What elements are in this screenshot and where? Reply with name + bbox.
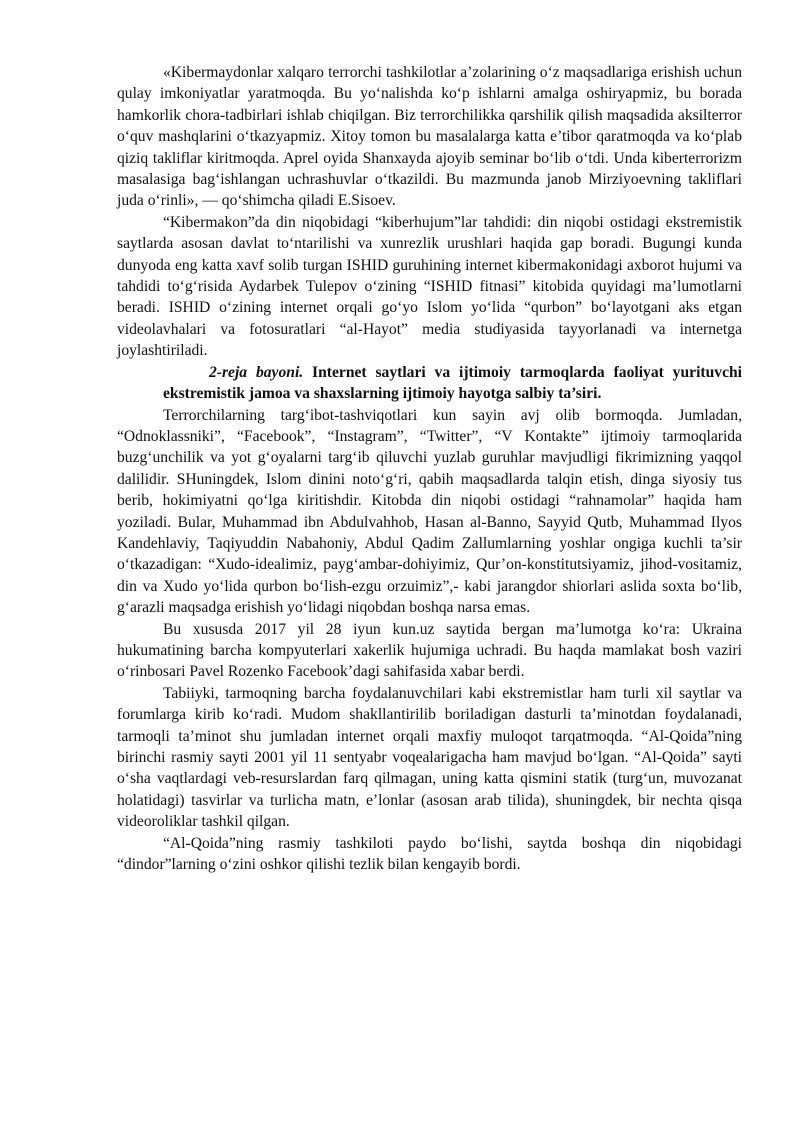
paragraph: “Kibermakon”da din niqobidagi “kiberhujum”lar tahdidi: din niqobi ostidagi ekstremistik saytlarda asosan davlat to‘ntarilishi va xunrezlik urushlari haqida gap boradi. Bugungi kunda dunyoda eng katta xavf solib turgan ISHID guruhining internet kibermakonidagi axborot hujumi va tahdidi to‘g‘risida Aydarbek Tulepov o‘zining “ISHID fitnasi” kitobida quyidagi ma’lumotlarni beradi. ISHID o‘zining internet orqali go‘yo Islom yo‘lida “qurbon” bo‘layotgani aks etgan videolavhalari va fotosuratlari “al-Hayot” media studiyasida tayyorlanadi va internetga joylashtiriladi. xyxy=(117,213,742,360)
paragraph: “Al-Qoida”ning rasmiy tashkiloti paydo bo‘lishi, saytda boshqa din niqobidagi “dindor”larning o‘zini oshkor qilishi tezlik bilan kengayib bordi. xyxy=(117,834,742,874)
section-heading xyxy=(117,362,742,405)
paragraph: «Kibermaydonlar xalqaro terrorchi tashkilotlar a’zolarining o‘z maqsadlariga erishish uchun qulay imkoniyatlar yaratmoqda. Bu yo‘nalishda ko‘p ishlarni amalga oshiryapmiz, bu borada hamkorlik chora-tadbirlari ishlab chiqilgan. Biz terrorchilikka qarshilik qilish maqsadida aksilterror o‘quv mashqlarini o‘tkazyapmiz. Xitoy tomon bu masalalarga katta e’tibor qaratmoqda va ko‘plab qiziq takliflar kiritmoqda. Aprel oyida Shanxayda ajoyib seminar bo‘lib o‘tdi. Unda kiberterrorizm masalasiga bag‘ishlangan uchrashuvlar o‘tkazildi. Bu mazmunda janob Mirziyoevning takliflari juda o‘rinli», — qo‘shimcha qiladi E.Sisoev. xyxy=(117,64,742,210)
paragraph: Tabiiyki, tarmoqning barcha foydalanuvchilari kabi ekstremistlar ham turli xil saytlar va forumlarga kirib ko‘radi. Mudom shakllantirilib boriladigan dasturli ta’minotdan foydalanadi, tarmoqli ta’minot shu jumladan internet orqali maxfiy muloqot tarqatmoqda. “Al-Qoida”ning birinchi rasmiy sayti 2001 yil 11 sentyabr voqealarigacha ham mavjud bo‘lgan. “Al-Qoida” sayti o‘sha vaqtlardagi veb-resurslardan farq qilmagan, uning katta qismini statik (turg‘un, muvozanat holatidagi) tasvirlar va turlicha matn, e’lonlar (asosan arab tilida), shuningdek, bir nechta qisqa videoroliklar tashkil qilgan. xyxy=(117,684,742,831)
plan-label: 2-reja bayoni. xyxy=(209,363,304,381)
document-page xyxy=(117,62,742,875)
paragraph: Bu xususda 2017 yil 28 iyun kun.uz saytida bergan ma’lumotga ko‘ra: Ukraina hukumatining barcha kompyuterlari xakerlik hujumiga uchradi. Bu haqda mamlakat bosh vaziri o‘rinbosari Pavel Rozenko Facebook’dagi sahifasida xabar berdi. xyxy=(117,620,742,681)
paragraph: Terrorchilarning targ‘ibot-tashviqotlari kun sayin avj olib bormoqda. Jumladan, “Odnoklassniki”, “Facebook”, “Instagram”, “Twitter”, “V Kontakte” ijtimoiy tarmoqlarida buzg‘unchilik va yot g‘oyalarni targ‘ib qiluvchi yuzlab guruhlar mavjudligi fikrimizning yaqqol dalilidir. SHuningdek, Islom dinini noto‘g‘ri, qabih maqsadlarda talqin etish, dinga siyosiy tus berib, hokimiyatni qo‘lga kiritishdir. Kitobda din niqobi ostidagi “rahnamolar” haqida ham yoziladi. Bular, Muhammad ibn Abdulvahhob, Hasan al-Banno, Sayyid Qutb, Muhammad Ilyos Kandehlaviy, Taqiyuddin Nabahoniy, Abdul Qadim Zallumlarning yoshlar ongiga kuchli ta’sir o‘tkazadigan: “Xudo-idealimiz, payg‘ambar-dohiyimiz, Qur’on-konstitutsiyamiz, jihod-vositamiz, din va Xudo yo‘lida qurbon bo‘lish-ezgu orzuimiz”,- kabi jarangdor shiorlari aslida soxta bo‘lib, g‘arazli maqsadga erishish yo‘lidagi niqobdan boshqa narsa emas. xyxy=(117,406,742,617)
heading-title: Internet saytlari va ijtimoiy tarmoqlarda faoliyat yurituvchi ekstremistik jamoa va shaxslarning ijtimoiy hayotga salbiy ta’siri. xyxy=(163,363,742,403)
